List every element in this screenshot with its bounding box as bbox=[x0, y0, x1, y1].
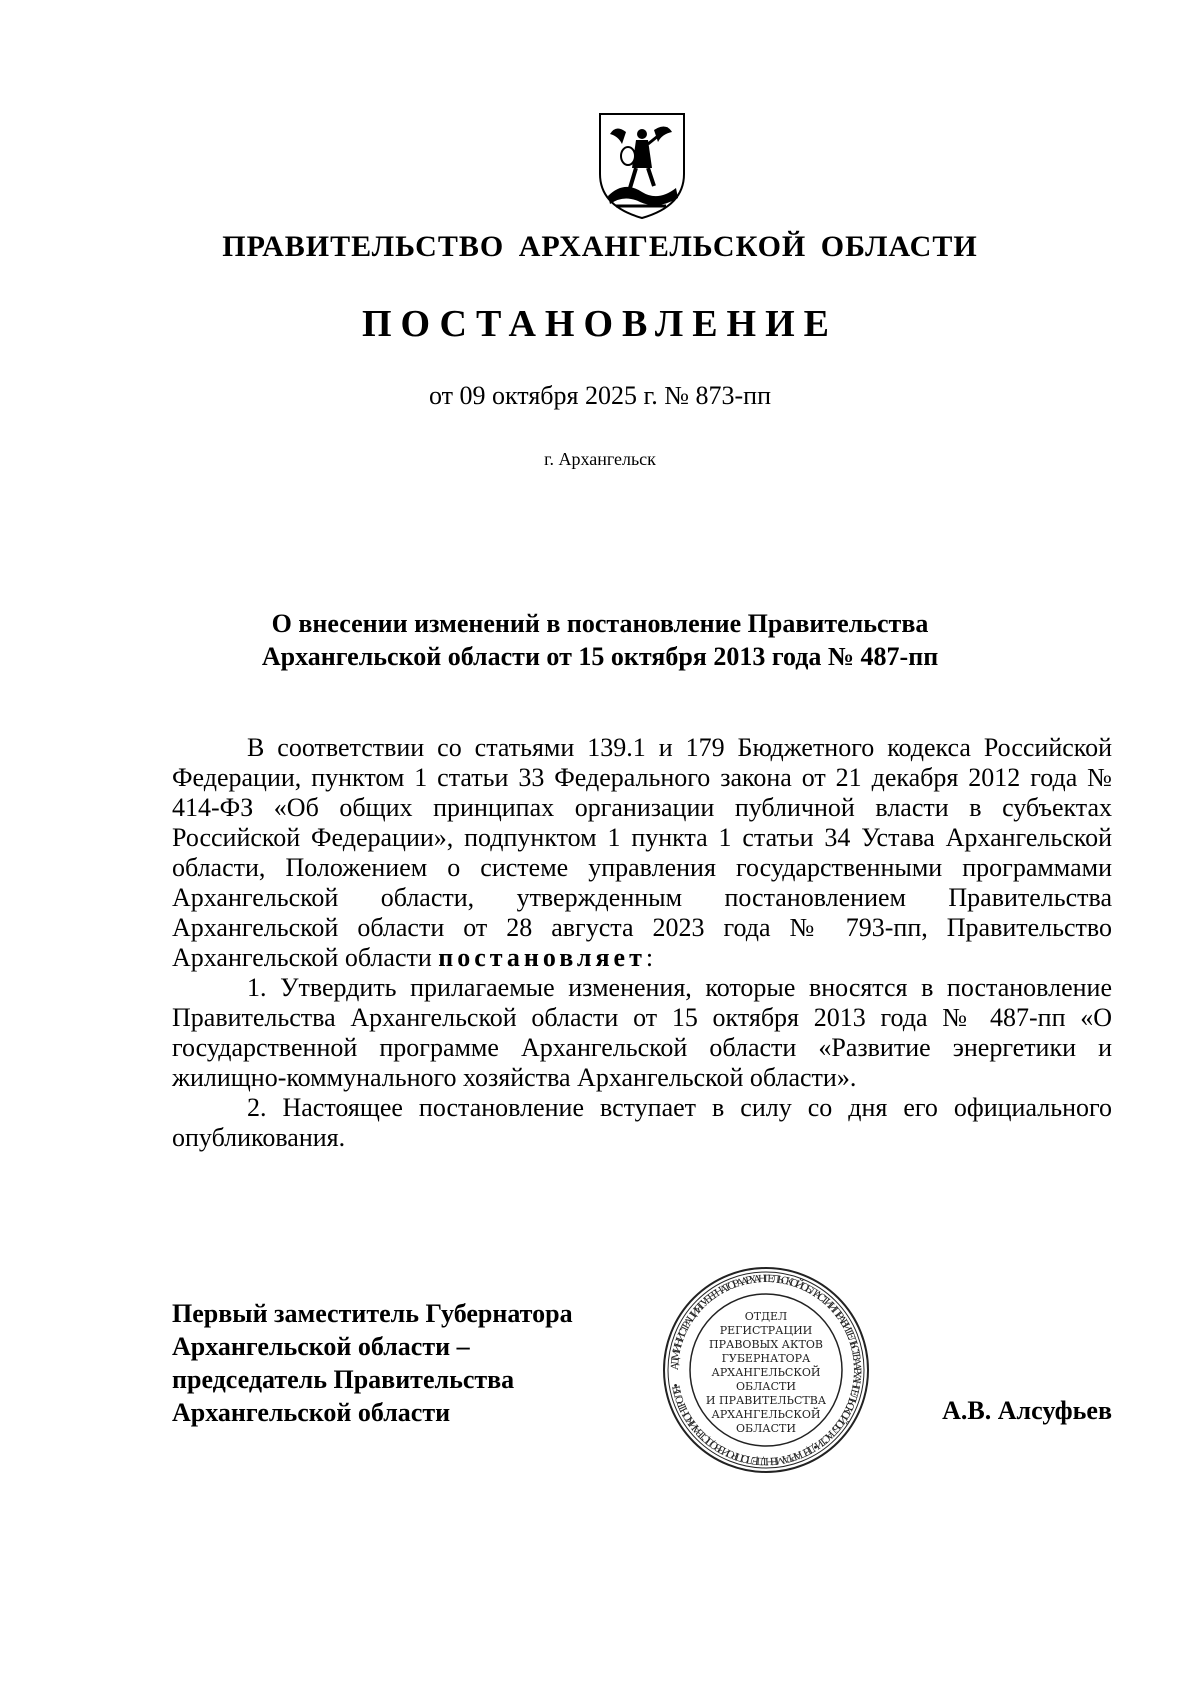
item-2-paragraph: 2. Настоящее постановление вступает в силу со дня его официального опубликования. bbox=[172, 1093, 1112, 1152]
signatory-title-line: Архангельской области – bbox=[172, 1332, 470, 1361]
subject-line-1: О внесении изменений в постановление Правительства bbox=[271, 609, 929, 638]
document-body bbox=[172, 733, 1112, 1153]
seal-ring-text-path: АДМИНИСТРАЦИЯ ГУБЕРНАТОРА АРХАНГЕЛЬСКОЙ ОБЛАСТИ И ПРАВИТЕЛЬСТВА АРХАНГЕЛЬСКОЙ ОБЛАСТИ • ДЕПАРТАМЕНТ ДЕЛОПРОИЗВОДСТВА И КОНТРОЛЯ • bbox=[669, 1273, 863, 1467]
signatory-name: А.В. Алсуфьев bbox=[942, 1396, 1112, 1425]
preamble-paragraph bbox=[172, 733, 1112, 973]
document-city: г. Архангельск bbox=[544, 449, 656, 469]
seal-line: ОБЛАСТИ bbox=[736, 1422, 796, 1435]
item-1-paragraph: 1. Утвердить прилагаемые изменения, которые вносятся в постановление Правительства Архангельской области от 15 октября 2013 года № 487-пп «О государственной программе Архангельской области «Развитие энергетики и жилищно-коммунального хозяйства Архангельской области». bbox=[172, 973, 1112, 1092]
seal-line: ГУБЕРНАТОРА bbox=[721, 1352, 811, 1365]
signatory-title bbox=[172, 1297, 642, 1429]
signatory-title-line: председатель Правительства bbox=[172, 1365, 515, 1394]
seal-line: АРХАНГЕЛЬСКОЙ bbox=[711, 1408, 821, 1421]
signatory-title-line: Первый заместитель Губернатора bbox=[172, 1299, 573, 1328]
preamble-text: В соответствии со статьями 139.1 и 179 Бюджетного кодекса Российской Федерации, пунктом 1 статьи 33 Федерального закона от 21 декабря 2012 года № 414-ФЗ «Об общих принципах организации публичной власти в субъектах Российской Федерации», подпунктом 1 пункта 1 статьи 34 Устава Архангельской области, Положением о системе управления государственными программами Архангельской области, утвержденным постановлением Правительства Архангельской области от 28 августа 2023 года № 793-пп, Правительство Архангельской области bbox=[172, 733, 1112, 972]
subject-line-2: Архангельской области от 15 октября 2013 года № 487-пп bbox=[261, 642, 939, 671]
resolves-colon: : bbox=[645, 943, 654, 972]
signatory-title-line: Архангельской области bbox=[172, 1398, 451, 1427]
seal-line: ПРАВОВЫХ АКТОВ bbox=[709, 1338, 823, 1351]
seal-center-text bbox=[690, 1310, 842, 1436]
seal-line: ОТДЕЛ bbox=[744, 1310, 788, 1323]
seal-line: И ПРАВИТЕЛЬСТВА bbox=[705, 1394, 827, 1407]
document-type: ПОСТАНОВЛЕНИЕ bbox=[361, 303, 839, 345]
document-date-number: от 09 октября 2025 г. № 873-пп bbox=[429, 381, 771, 410]
resolves-word: постановляет bbox=[438, 943, 646, 972]
seal-line: РЕГИСТРАЦИИ bbox=[719, 1324, 813, 1337]
seal-line: ОБЛАСТИ bbox=[736, 1380, 796, 1393]
official-seal-stamp bbox=[660, 1264, 872, 1476]
seal-line: АРХАНГЕЛЬСКОЙ bbox=[711, 1366, 821, 1379]
document-subject bbox=[0, 607, 1200, 673]
organization-name: ПРАВИТЕЛЬСТВО АРХАНГЕЛЬСКОЙ ОБЛАСТИ bbox=[222, 230, 978, 263]
archangel-coat-of-arms-icon bbox=[596, 110, 688, 222]
